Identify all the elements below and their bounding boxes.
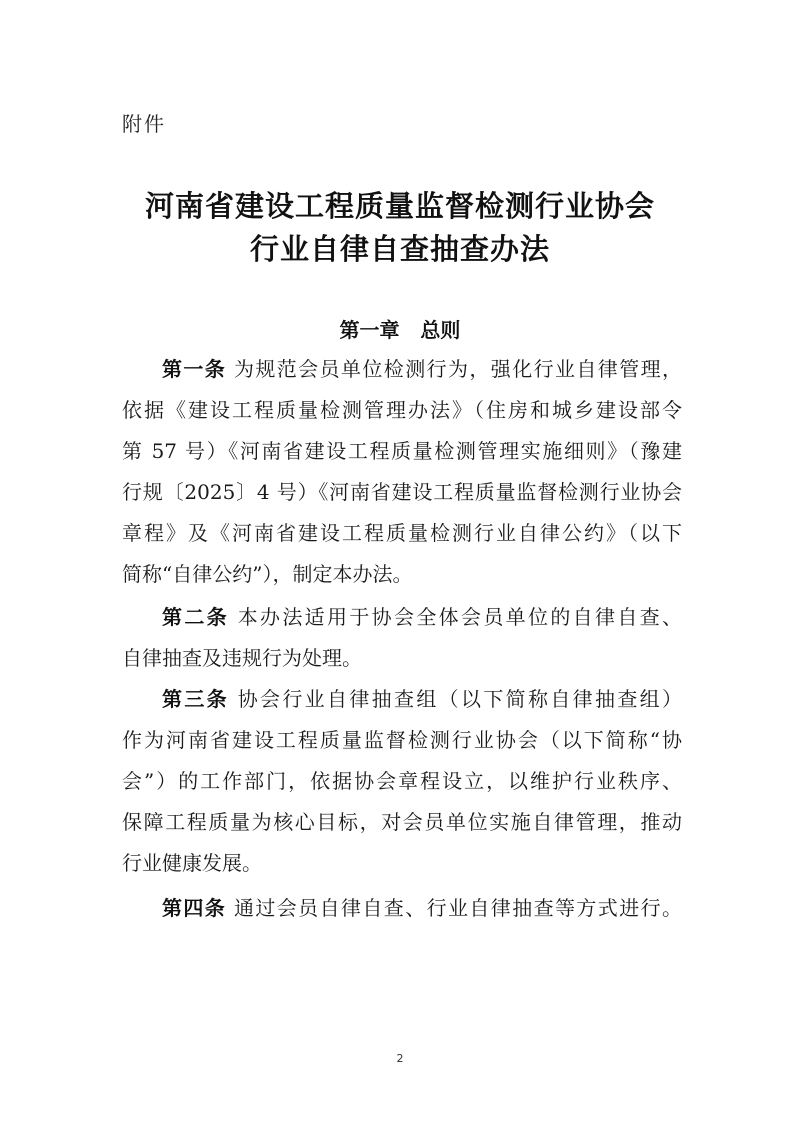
article-2-text: 本办法适用于协会全体会员单位的自律自查、 bbox=[229, 605, 683, 629]
document-title-line-2: 行业自律自查抽查办法 bbox=[249, 232, 550, 266]
article-1-line-6: 简称“自律公约”），制定本办法。 bbox=[122, 562, 413, 586]
article-4-text: 通过会员自律自查、行业自律抽查等方式进行。 bbox=[226, 896, 683, 920]
article-3-line-2: 作为河南省建设工程质量监督检测行业协会（以下简称“协 bbox=[122, 728, 682, 752]
attachment-label: 附件 bbox=[122, 112, 166, 136]
article-1-title: 第一条 bbox=[162, 357, 227, 381]
article-1-text: 为规范会员单位检测行为，强化行业自律管理， bbox=[226, 357, 683, 381]
article-2-title: 第二条 bbox=[162, 605, 229, 629]
article-2-line-1 bbox=[162, 605, 682, 629]
page-number: 2 bbox=[396, 1052, 404, 1065]
article-3-text: 协会行业自律抽查组（以下简称自律抽查组） bbox=[229, 687, 683, 711]
article-3-line-3: 会”）的工作部门，依据协会章程设立，以维护行业秩序、 bbox=[122, 769, 682, 793]
article-4-line-1 bbox=[162, 896, 682, 920]
chapter-heading: 第一章 总则 bbox=[339, 318, 461, 342]
article-3-line-4: 保障工程质量为核心目标，对会员单位实施自律管理，推动 bbox=[122, 810, 682, 834]
article-3-line-1 bbox=[162, 687, 682, 711]
article-4-title: 第四条 bbox=[162, 896, 227, 920]
document-title-line-1: 河南省建设工程质量监督检测行业协会 bbox=[144, 189, 655, 223]
article-1-line-4: 行规〔2025〕4 号）《河南省建设工程质量监督检测行业协会 bbox=[122, 480, 682, 504]
article-3-line-5: 行业健康发展。 bbox=[122, 851, 262, 875]
article-1-line-1 bbox=[162, 357, 682, 381]
article-1-line-3: 第 57 号）《河南省建设工程质量检测管理实施细则》（豫建 bbox=[122, 439, 682, 463]
article-1-line-5: 章程》及《河南省建设工程质量检测行业自律公约》（以下 bbox=[122, 521, 682, 545]
article-3-title: 第三条 bbox=[162, 687, 229, 711]
article-2-line-2: 自律抽查及违规行为处理。 bbox=[122, 646, 362, 670]
article-1-line-2: 依据《建设工程质量检测管理办法》（住房和城乡建设部令 bbox=[122, 398, 682, 422]
